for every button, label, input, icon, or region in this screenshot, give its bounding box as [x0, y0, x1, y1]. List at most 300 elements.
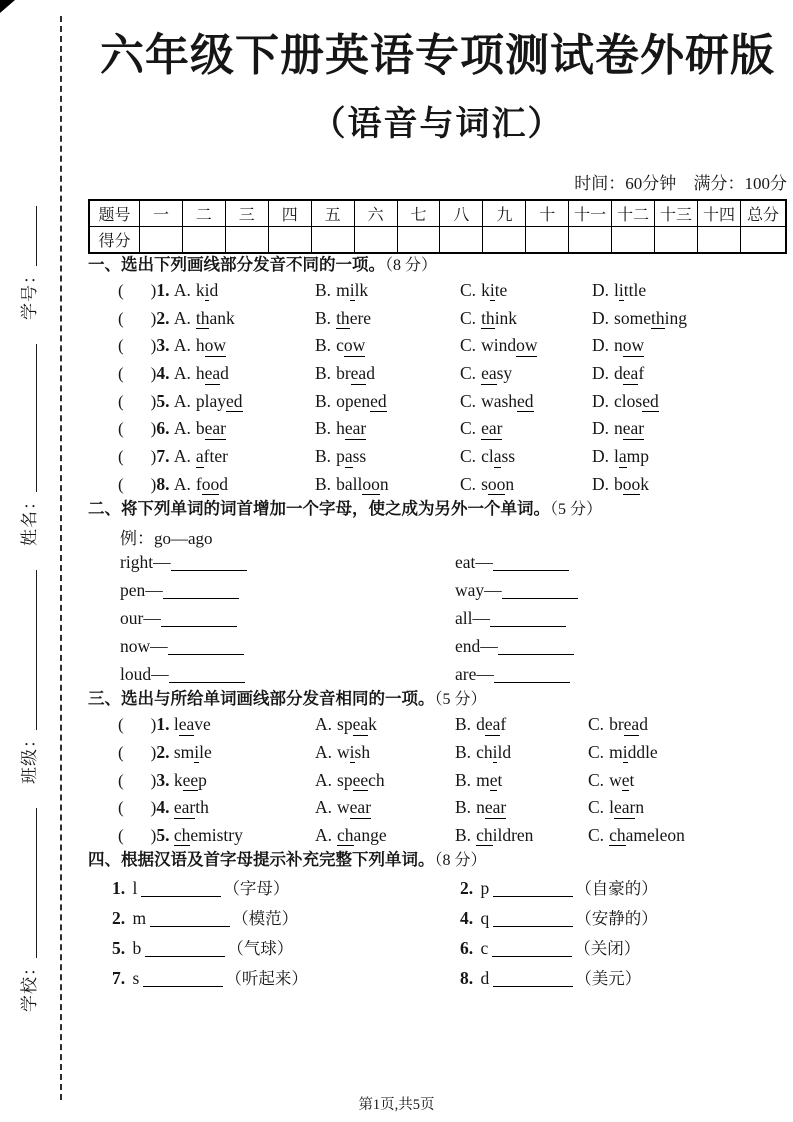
option-letter: A. [315, 797, 333, 818]
underlined-letters: ea [350, 363, 367, 383]
fill-in-item [460, 875, 787, 899]
word-pair-row [88, 632, 787, 660]
option [592, 418, 644, 438]
option-word: easy [481, 363, 513, 383]
answer-blank [493, 883, 573, 897]
source-word: all [455, 607, 473, 628]
option-word: how [195, 335, 226, 356]
underlined-letters: ear [204, 418, 226, 439]
underlined-letters: e [489, 769, 498, 790]
question-lead-cell [118, 280, 315, 301]
question-row [88, 387, 787, 415]
chinese-hint: （气球） [227, 939, 294, 959]
option [460, 363, 512, 383]
underlined-letters: ch [476, 824, 493, 845]
answer-paren-close: ) [150, 474, 157, 494]
option-word: cow [336, 335, 366, 356]
underlined-letters: ear [173, 797, 196, 818]
question-row [88, 711, 787, 739]
answer-paren-close: ) [150, 336, 157, 356]
margin-student-fields [15, 182, 40, 1012]
answer-paren-open: ( [118, 419, 124, 439]
chinese-hint: （关闭） [574, 939, 641, 959]
question-number: 2. [156, 307, 170, 328]
option [315, 714, 377, 734]
answer-blank [490, 613, 566, 627]
stem-word: leave [173, 714, 211, 735]
option-cell [592, 335, 787, 356]
option-letter: C. [460, 335, 477, 356]
option [592, 446, 649, 466]
answer-paren-open: ( [118, 391, 124, 411]
source-word: eat [455, 551, 476, 572]
question-row [88, 415, 787, 443]
underlined-letters: ear [622, 418, 645, 439]
underlined-letters: ch [609, 824, 626, 845]
section4-items [88, 872, 787, 992]
option-letter: B. [455, 797, 472, 818]
section2-points: （5 分） [550, 501, 603, 519]
option-word: little [614, 279, 647, 300]
option-cell [315, 797, 455, 818]
option-cell [315, 335, 460, 356]
option [592, 363, 644, 383]
option [455, 797, 506, 817]
underlined-letters: th [481, 307, 495, 328]
answer-blank [168, 641, 244, 655]
fill-in-item [112, 905, 460, 929]
option-word: speak [337, 714, 377, 735]
option-cell [460, 418, 592, 439]
item-number: 4. [460, 908, 474, 929]
option-word: middle [609, 741, 658, 762]
answer-blank [169, 669, 245, 683]
score-table-header-row [89, 200, 786, 227]
chinese-hint: （自豪的） [575, 879, 658, 899]
option [174, 363, 229, 383]
underlined-letters: a [195, 446, 204, 467]
answer-blank [163, 585, 239, 599]
question-lead-cell [118, 308, 315, 329]
answer-blank [161, 613, 237, 627]
word-pair-item [455, 552, 787, 573]
option-word: bear [195, 418, 226, 439]
section-number-cell: 四 [268, 200, 311, 227]
score-entry-cell [483, 226, 526, 253]
first-letter: q [480, 908, 490, 929]
answer-paren-close: ) [150, 280, 157, 300]
option-letter: A. [315, 741, 333, 762]
word-pair-item [455, 608, 787, 629]
page-number-footer: 第1页,共5页 [358, 1097, 435, 1113]
dash-separator: — [476, 663, 494, 684]
underlined-letters: a [493, 446, 502, 467]
option [592, 280, 646, 300]
student-name-field-blank [23, 344, 37, 492]
source-word: our [120, 607, 144, 628]
option-cell [315, 308, 460, 329]
underlined-letters: i [492, 741, 498, 762]
underlined-letters: a [618, 446, 627, 467]
answer-paren-open: ( [118, 742, 124, 762]
option-letter: B. [315, 390, 332, 411]
section-number-cell: 一 [140, 200, 183, 227]
fill-in-item [112, 875, 460, 899]
option-cell [460, 474, 592, 495]
first-letter: l [132, 878, 138, 899]
section2-heading [88, 498, 787, 521]
option-word: near [476, 797, 507, 818]
option [174, 391, 243, 411]
section-number-cell: 十三 [655, 200, 698, 227]
option-word: kite [481, 279, 508, 300]
option-word: change [337, 824, 387, 845]
question-number: 5. [156, 824, 170, 845]
section3-questions [88, 711, 787, 849]
question-row [88, 766, 787, 794]
fill-in-row [88, 962, 787, 992]
option-letter: C. [588, 769, 605, 790]
underlined-letters: ear [349, 797, 372, 818]
underlined-letters: ear [481, 418, 503, 439]
question-lead-cell [118, 714, 315, 735]
option-cell [315, 474, 460, 495]
chinese-hint: （听起来） [225, 969, 308, 989]
option-word: chameleon [609, 824, 685, 845]
fill-in-item [460, 935, 787, 959]
underlined-letters: i [349, 279, 355, 300]
answer-blank [493, 557, 569, 571]
underlined-letters: oo [487, 473, 506, 494]
section2-heading-text: 二、将下列单词的词首增加一个字母，使之成为另外一个单词。 [88, 500, 550, 519]
answer-blank [171, 557, 247, 571]
exam-meta [88, 169, 787, 194]
option-letter: B. [315, 307, 332, 328]
option-word: class [481, 446, 516, 467]
student-id-field-label: 学号： [20, 266, 39, 320]
option-letter: C. [460, 363, 477, 383]
section3-heading [88, 688, 787, 711]
option-cell [315, 418, 460, 439]
question-number: 6. [156, 418, 170, 439]
dash-separator: — [145, 579, 163, 600]
paper-subtitle: （语音与词汇） [311, 105, 564, 143]
dash-separator: — [475, 551, 493, 572]
first-letter: m [132, 908, 147, 929]
option [588, 797, 644, 817]
underlined-letters: a [344, 446, 353, 467]
score-table [88, 199, 787, 254]
student-id-field-blank [23, 206, 37, 266]
option-cell [315, 825, 455, 846]
option-cell [588, 742, 787, 763]
underlined-letters: i [618, 279, 624, 300]
option-cell [592, 391, 787, 412]
answer-blank [150, 913, 230, 927]
option [460, 335, 537, 355]
question-lead-cell [118, 418, 315, 439]
fill-in-item [112, 965, 460, 989]
option-letter: A. [173, 363, 191, 383]
fill-in-item [460, 905, 787, 929]
question-row [88, 794, 787, 822]
class-field-label: 班级： [20, 730, 39, 784]
option-word: milk [336, 279, 369, 300]
word-pair-row [88, 604, 787, 632]
score-entry-cell [697, 226, 740, 253]
section3-heading-text: 三、选出与所给单词画线部分发音相同的一项。 [88, 690, 435, 709]
section-number-cell: 十四 [697, 200, 740, 227]
question-number: 1. [156, 279, 170, 300]
dash-separator: — [480, 635, 498, 656]
stem-word: smile [173, 741, 212, 762]
option-word: deaf [614, 363, 645, 383]
underlined-letters: th [650, 307, 665, 328]
option-word: food [195, 473, 228, 494]
question-number: 7. [156, 446, 170, 467]
option-word: head [195, 363, 229, 383]
student-name-field-label: 姓名： [20, 492, 39, 546]
underlined-letters: ow [204, 335, 226, 356]
paper-title: 六年级下册英语专项测试卷外研版 [100, 31, 775, 80]
option-letter: B. [455, 714, 472, 735]
word-pair-row [88, 548, 787, 576]
question-row [88, 443, 787, 471]
option [315, 742, 370, 762]
answer-paren-close: ) [150, 364, 157, 383]
score-entry-cell [268, 226, 311, 253]
section-number-cell: 十一 [569, 200, 612, 227]
score-entry-cell [397, 226, 440, 253]
option-cell [592, 474, 787, 495]
underlined-letters: ee [352, 769, 369, 790]
question-row [88, 739, 787, 767]
option [592, 474, 649, 494]
option-letter: D. [592, 307, 610, 328]
question-row [88, 277, 787, 305]
option-word: something [614, 307, 687, 328]
answer-paren-close: ) [150, 715, 157, 735]
underlined-letters: ea [178, 714, 195, 735]
question-lead-cell [118, 446, 315, 467]
option-word: near [614, 418, 645, 439]
option-letter: B. [315, 279, 332, 300]
score-entry-cell [526, 226, 569, 253]
option-cell [588, 797, 787, 818]
underlined-letters: ow [516, 335, 538, 356]
margin-dashed-line [60, 16, 62, 1100]
score-entry-cell [569, 226, 612, 253]
option [315, 363, 375, 383]
section2-items [88, 548, 787, 688]
item-number: 6. [460, 938, 474, 959]
score-entry-cell [225, 226, 268, 253]
option-word: book [614, 473, 650, 494]
option-letter: D. [592, 473, 610, 494]
option-word: bread [609, 714, 648, 735]
option [460, 280, 507, 300]
option [592, 391, 659, 411]
underlined-letters: ed [226, 390, 243, 411]
option [455, 770, 502, 790]
option-word: learn [609, 797, 645, 818]
option [455, 742, 511, 762]
underlined-letters: ch [337, 824, 354, 845]
section2-example: 例：go—ago [120, 529, 213, 549]
fill-in-row [88, 902, 787, 932]
word-pair-row [88, 576, 787, 604]
question-number: 1. [156, 714, 170, 735]
underlined-letters: oo [362, 473, 380, 494]
underlined-letters: e [621, 769, 630, 790]
option-cell [460, 363, 592, 384]
option-cell [315, 770, 455, 791]
option-word: played [195, 390, 243, 411]
option [315, 474, 389, 494]
full-score-label: 满分：100分 [693, 173, 787, 193]
underlined-letters: ed [370, 390, 387, 411]
underlined-letters: i [194, 741, 200, 762]
source-word: are [455, 663, 477, 684]
section-number-cell: 八 [440, 200, 483, 227]
option-word [481, 418, 502, 440]
underlined-letters: th [195, 307, 210, 328]
option-cell [455, 825, 588, 846]
item-number: 2. [112, 908, 126, 929]
score-label-cell: 得分 [89, 226, 140, 253]
first-letter: c [480, 938, 489, 959]
dash-separator: — [150, 635, 168, 656]
option-letter: A. [173, 279, 191, 300]
word-pair-item [120, 636, 455, 657]
word-pair-item [120, 664, 455, 685]
option-word: kid [195, 279, 219, 300]
school-field-label: 学校： [20, 958, 39, 1012]
underlined-letters: i [489, 279, 495, 300]
section-number-cell: 二 [182, 200, 225, 227]
option [315, 770, 385, 790]
option-word: wet [609, 769, 635, 790]
question-number: 5. [156, 390, 170, 411]
option-word: deaf [476, 714, 507, 735]
source-word: loud [120, 663, 152, 684]
stem-word: chemistry [173, 824, 243, 845]
first-letter: d [480, 968, 490, 989]
option-cell [592, 280, 787, 301]
option-cell [588, 714, 787, 735]
stem-word: keep [173, 769, 207, 790]
option [174, 308, 235, 328]
underlined-letters: i [204, 279, 210, 300]
option-letter: C. [460, 390, 477, 411]
answer-paren-open: ( [118, 825, 124, 845]
option [460, 391, 534, 411]
section4-points: （8 分） [434, 852, 487, 870]
question-row [88, 470, 787, 498]
question-number: 4. [156, 797, 170, 818]
option [592, 335, 644, 355]
chinese-hint: （安静的） [575, 909, 658, 929]
option-letter: A. [173, 446, 191, 467]
question-row [88, 360, 787, 388]
word-pair-item [455, 664, 787, 685]
underlined-letters: ear [344, 418, 367, 439]
source-word: end [455, 635, 481, 656]
option [588, 770, 634, 790]
chinese-hint: （字母） [223, 879, 290, 899]
answer-blank [494, 669, 570, 683]
option-letter: D. [592, 446, 610, 467]
class-field-blank [23, 570, 37, 730]
underlined-letters: ea [484, 714, 501, 735]
answer-paren-close: ) [150, 825, 157, 845]
option [460, 474, 514, 494]
option-letter: B. [315, 473, 332, 494]
section4-heading [88, 849, 787, 872]
section-number-cell: 总分 [741, 200, 787, 227]
section-number-cell: 五 [311, 200, 354, 227]
underlined-letters: oo [201, 473, 220, 494]
option [174, 418, 226, 438]
option-letter: C. [460, 418, 477, 439]
option-cell [592, 308, 787, 329]
option-letter: C. [588, 824, 605, 845]
answer-blank [498, 641, 574, 655]
item-number: 8. [460, 968, 474, 989]
option-word: thank [195, 307, 235, 328]
option-letter: A. [173, 307, 191, 328]
answer-blank [492, 943, 572, 957]
option-cell [588, 825, 787, 846]
score-entry-cell [440, 226, 483, 253]
option-cell [315, 742, 455, 763]
answer-paren-close: ) [150, 308, 157, 328]
option [455, 714, 506, 734]
chinese-hint: （模范） [232, 909, 299, 929]
class-field [20, 570, 39, 784]
answer-paren-close: ) [150, 770, 157, 790]
source-word: now [120, 635, 151, 656]
option [460, 308, 517, 328]
option-cell [460, 446, 592, 467]
option-letter: D. [592, 335, 610, 356]
section-number-cell: 三 [225, 200, 268, 227]
school-field [20, 808, 39, 1012]
option [315, 446, 366, 466]
first-letter: s [132, 968, 140, 989]
underlined-letters: ear [484, 797, 507, 818]
option-cell [315, 363, 460, 384]
option [460, 446, 515, 466]
option-cell [315, 391, 460, 412]
dash-separator: — [484, 579, 502, 600]
option [460, 418, 502, 438]
score-table-score-row [89, 226, 786, 253]
item-number: 1. [112, 878, 126, 899]
fill-in-item [460, 965, 787, 989]
option-letter: C. [460, 279, 477, 300]
question-row [88, 304, 787, 332]
option-letter: D. [592, 363, 610, 383]
option-cell [460, 335, 592, 356]
option-letter: B. [455, 741, 472, 762]
option-letter: A. [173, 418, 191, 439]
option-word: wear [337, 797, 372, 818]
option-letter: A. [315, 714, 333, 735]
answer-paren-open: ( [118, 474, 124, 494]
dash-separator: — [143, 607, 161, 628]
option-letter: B. [315, 446, 332, 467]
